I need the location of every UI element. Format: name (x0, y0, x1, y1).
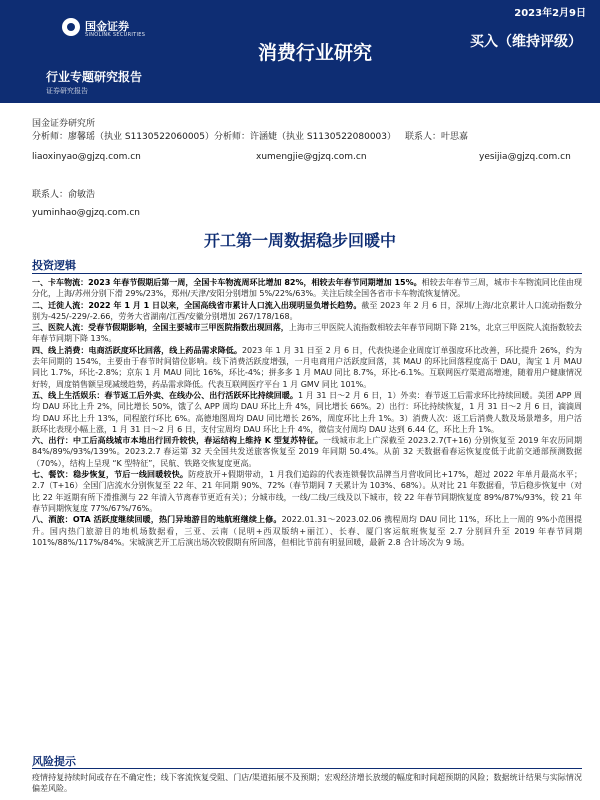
email-2: xumengjie@gjzq.com.cn (256, 152, 367, 162)
paragraph-8 (32, 514, 582, 548)
paragraph-5-lead: 五、线上生活娱乐：春节返工后外卖、在线办公、出行活跃环比持续回暖。 (32, 390, 298, 400)
report-header (0, 0, 600, 103)
paragraph-3-text: 上海市三甲医院人流指数相较去年春节同期下降 21%，北京三甲医院人流指数较去年春节同期下降 13%。 (32, 323, 582, 344)
paragraph-1-lead: 一、卡车物流：2023 年春节假期后第一周，全国卡车物流周环比增加 82%，相较去年春节同期增加 15%。 (32, 278, 422, 287)
section-divider (32, 768, 582, 769)
paragraph-5 (32, 390, 582, 435)
paragraph-3 (32, 322, 582, 345)
paragraph-4 (32, 345, 582, 390)
analyst-2: 分析师：许涵婕（执业 S1130522080003） (214, 132, 397, 142)
section-divider (32, 273, 582, 274)
contact-1: 联系人：叶思嘉 (405, 132, 469, 142)
paragraph-6 (32, 435, 582, 469)
email-1: liaoxinyao@gjzq.com.cn (32, 152, 141, 162)
report-type: 行业专题研究报告 (46, 70, 143, 84)
email-3: yesijia@gjzq.com.cn (479, 152, 571, 162)
paragraph-2-lead: 二、迁徙人流：2022 年 1 月 1 日以来，全国高线省市累计人口流入出现明显负增长趋势。 (32, 300, 362, 310)
contact-2: 联系人：俞敏浩 (32, 190, 96, 200)
investment-logic-heading: 投资逻辑 (32, 259, 76, 272)
risk-heading: 风险提示 (32, 755, 76, 768)
paragraph-1 (32, 277, 582, 300)
logo-english-name: SINOLINK SECURITIES (85, 32, 146, 38)
logo-chinese-name: 国金证券 (85, 20, 129, 33)
paragraph-4-text: 2023 年 1 月 31 日至 2 月 6 日，代表快递企业周度订单强度环比改善，环比提升 26%，约为去年同期的 154%，主要由于春节时间错位影响。线下消费活跃度增强，一月电商用户活跃度回落，其 MAU 的环比回落程度高于 DAU，淘宝 1 月 MAU 同比 1.7%，环比-2.8%；京东 1 月 MAU 同比 16%，环比-4%；拼多多 1 月 MAU 同比 8.7%，环比-6.1%。互联网医疗渠道高增速，随着用户健康情况好转，周度销售额呈现减缓趋势，药品需求降低。代表互联网医疗平台 1 月 GMV 同比 101%。 (32, 345, 582, 389)
paragraph-2 (32, 300, 582, 323)
paragraph-4-lead: 四、线上消费：电商活跃度环比回落，线上药品需求降低。 (32, 345, 242, 355)
company-logo (62, 18, 202, 38)
paragraph-8-lead: 八、酒旅：OTA 活跃度继续回暖，热门异地游目的地航班继续上修。 (32, 515, 282, 525)
rating-label: 买入（维持评级） (470, 34, 582, 50)
email-4: yuminhao@gjzq.com.cn (32, 208, 140, 218)
analyst-row (32, 131, 582, 144)
investment-logic-body (32, 277, 582, 548)
paragraph-6-lead: 六、出行：中工后高线城市本地出行回升较快，春运结构上维持 K 型复苏特征。 (32, 436, 324, 446)
author-block (32, 118, 582, 220)
risk-body: 疫情持复持续时间或存在不确定性；线下客流恢复受阻、门店/渠道拓展不及预期；宏观经济增长放缓的幅度和时间超预期的风险；数据统计结果与实际情况偏差风险。 (32, 773, 582, 794)
institute-name: 国金证券研究所 (32, 119, 96, 129)
paragraph-3-lead: 三、医院人流：受春节假期影响，全国主要城市三甲医院指数出现回落， (32, 323, 289, 333)
paragraph-6-text: 一线城市北上广深截至 2023.2.7(T+16) 分别恢复至 2019 年农历同期 84%/89%/93%/139%。2023.2.7 春运第 32 天全国共发送旅客恢复至 2019 年同期 50.4%。从前 32 天数据看春运恢复度低于此前交通部预测数据（70%），结构上呈现 “K 型特征”，民航、铁路交恢复度更高。 (32, 436, 582, 468)
paragraph-8-text: 2022.01.31～2023.02.06 携程周均 DAU 同比 11%，环比上一周的 9%小范围提升。国内热门旅游目的地机场数据看，三亚、云南（昆明+西双版纳+丽江）、长春、厦门客运航班恢复至 2.7 分别回升至 2019 年春节同期 101%/88%/117%/84%。宋城演艺开工后演出场次较假期有所回落，但相比节前有明显回暖，最新 2.8 合计场次为 9 场。 (32, 515, 582, 547)
logo-icon (62, 18, 80, 36)
report-date: 2023年2月9日 (514, 8, 586, 19)
paragraph-2-text: 截至 2023 年 2 月 6 日，深圳/上海/北京累计人口流动指数分别为-425/-229/-2.66，劳务大省湖南/江西/安徽分别增加 267/178/168。 (32, 300, 582, 321)
paragraph-7-text: 防疫放开+假期带动，1 月我们追踪的代表连锁餐饮品牌当月营收同比+17%，超过 2022 年单月最高水平； 2.7（T+16）全国门店流水分别恢复至 22 年、21 年同期 90%、72%（春节期间 7 天累计为 103%、68%）。从对比 21 年数据看，节后稳步恢复中（对比 22 年返期有所下滑推测与 22 年清入节离春节更近有关）；分城市线，一线/二线/三线及以下城市，较 22 年春节同期恢复度 89%/87%/93%，较 21 年春节同期恢复度 77%/67%/76%。 (32, 470, 582, 513)
paragraph-1-text: 相较去年春节三周，城市卡车物流同比佳由现分化，上海/苏州分别下滑 29%/23%，郑州/天津/安阳分别增加 5%/22%/63%。关注后续全国各省市卡车物流恢复情况。 (32, 278, 582, 299)
paragraph-5-text: 1 月 31 日～2 月 6 日，1）外卖：春节返工后需求环比持续回暖。美团 APP 周均 DAU 环比上升 2%，同比增长 50%，饿了么 APP 周均 DAU 环比上升 4%，同比增长 66%。2）出行：环比持续恢复，1 月 31 日～2 月 6 日，滴滴周均 DAU 环比上升 13%，同程旅行环比 6%。高德地图周均 DAU 同比增长 26%，周度环比上升 1%。3）消费人次：返工后消费人数及场景增多，用户活跃环比表现小幅上涨，1 月 31 日～2 月 6 日，支付宝周均 DAU 环比上升 4%，微信支付周均 DAU 达到 6.44 亿，环比上升 1%。 (32, 390, 582, 434)
paragraph-7 (32, 469, 582, 514)
report-subtype: 证券研究报告 (46, 87, 88, 95)
analyst-1: 分析师：廖馨瑶（执业 S1130522060005） (32, 132, 215, 142)
report-title: 开工第一周数据稳步回暖中 (203, 231, 396, 250)
sector-title: 消费行业研究 (258, 42, 373, 64)
email-row (32, 151, 582, 164)
paragraph-7-lead: 七、餐饮：稳步恢复，节后一线回暖较快。 (32, 470, 189, 480)
